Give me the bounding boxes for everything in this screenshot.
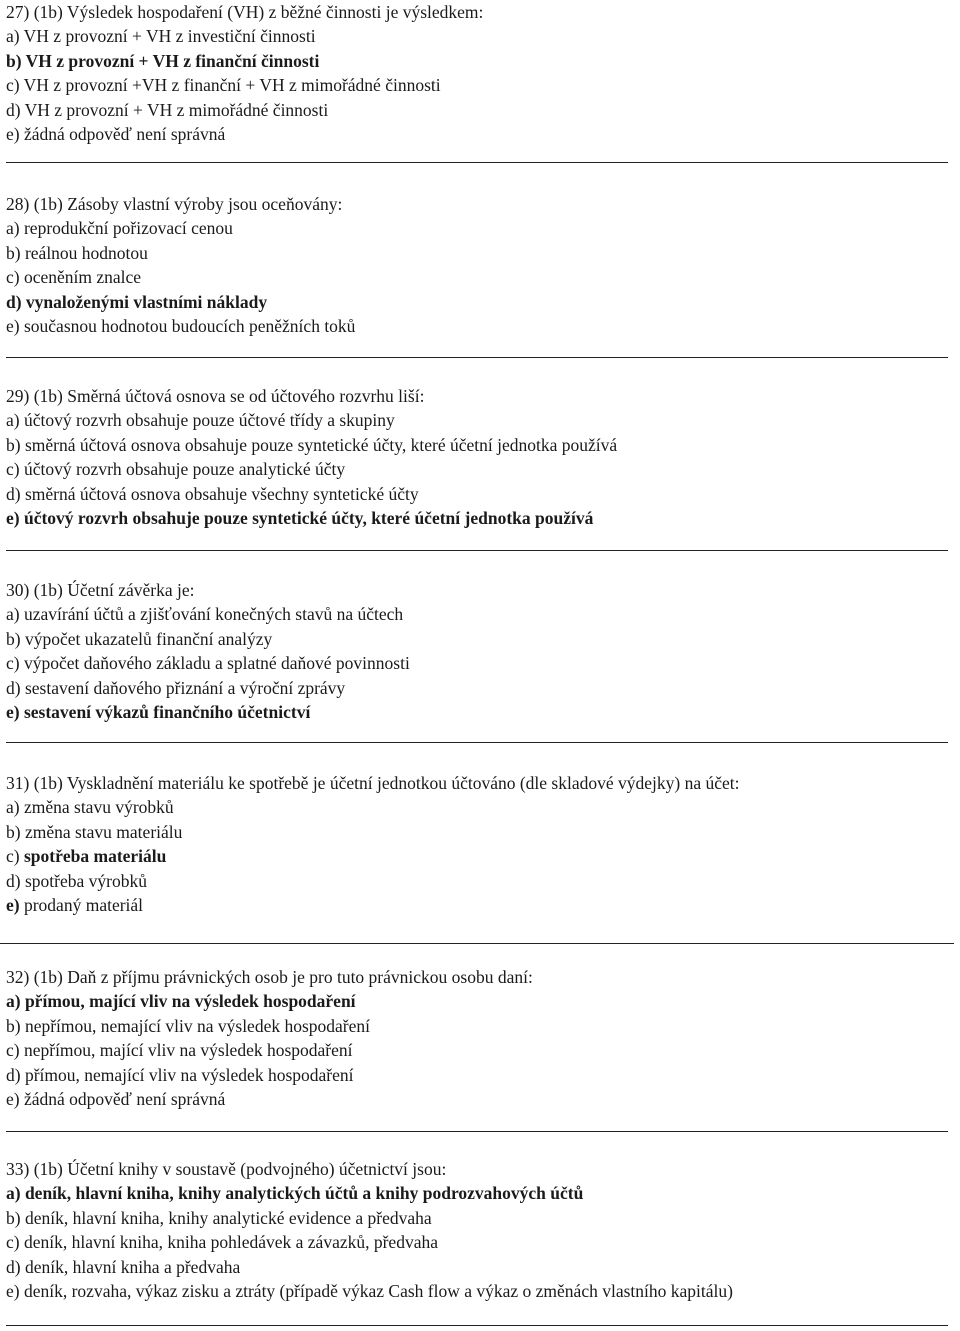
separator-line: [6, 1131, 948, 1132]
separator-line: [0, 943, 954, 944]
answer-option: [6, 893, 740, 917]
answer-option: c) oceněním znalce: [6, 267, 142, 288]
question-text: 28) (1b) Zásoby vlastní výroby jsou oceňovány:: [6, 194, 343, 214]
answer-option: [6, 844, 740, 868]
option-text: spotřeba materiálu: [23, 846, 167, 867]
answer-option: b) reálnou hodnotou: [6, 242, 148, 263]
answer-option: b) výpočet ukazatelů finanční analýzy: [6, 628, 273, 649]
answer-option: e) účtový rozvrh obsahuje pouze syntetické účty, které účetní jednotka používá: [6, 507, 594, 528]
question-text: 29) (1b) Směrná účtová osnova se od účtového rozvrhu liší:: [6, 386, 425, 406]
answer-option: a) deník, hlavní kniha, knihy analytických účtů a knihy podrozvahových účtů: [6, 1183, 584, 1204]
answer-option: d) spotřeba výrobků: [6, 870, 147, 891]
separator-line: [6, 1325, 948, 1326]
option-text: prodaný materiál: [19, 894, 144, 915]
answer-option: d) přímou, nemající vliv na výsledek hospodaření: [6, 1064, 354, 1085]
question-text: 30) (1b) Účetní závěrka je:: [6, 580, 195, 600]
answer-option: b) deník, hlavní kniha, knihy analytické evidence a předvaha: [6, 1207, 432, 1228]
answer-option: b) směrná účtová osnova obsahuje pouze syntetické účty, které účetní jednotka používá: [6, 434, 618, 455]
question-text: 31) (1b) Vyskladnění materiálu ke spotřebě je účetní jednotkou účtováno (dle skladové výdejky) na účet:: [6, 773, 740, 793]
separator-line: [6, 550, 948, 551]
question-block: [6, 771, 740, 917]
answer-option: a) přímou, mající vliv na výsledek hospodaření: [6, 991, 356, 1012]
answer-option: d) VH z provozní + VH z mimořádné činnosti: [6, 99, 329, 120]
question-text: 32) (1b) Daň z příjmu právnických osob je pro tuto právnickou osobu daní:: [6, 967, 533, 987]
question-block: [6, 0, 483, 146]
answer-option: e) žádná odpověď není správná: [6, 1088, 226, 1109]
answer-option: a) reprodukční pořizovací cenou: [6, 218, 233, 239]
answer-option: a) uzavírání účtů a zjišťování konečných stavů na účtech: [6, 604, 404, 625]
answer-option: c) deník, hlavní kniha, kniha pohledávek a závazků, předvaha: [6, 1232, 438, 1253]
answer-option: a) účtový rozvrh obsahuje pouze účtové třídy a skupiny: [6, 410, 395, 431]
separator-line: [6, 162, 948, 163]
answer-option: e) deník, rozvaha, výkaz zisku a ztráty (případě výkaz Cash flow a výkaz o změnách vlastního kapitálu): [6, 1280, 733, 1301]
answer-option: a) změna stavu výrobků: [6, 797, 174, 818]
answer-option: e) současnou hodnotou budoucích peněžních toků: [6, 315, 356, 336]
question-text: 33) (1b) Účetní knihy v soustavě (podvojného) účetnictví jsou:: [6, 1159, 447, 1179]
answer-option: e) žádná odpověď není správná: [6, 123, 226, 144]
answer-option: d) sestavení daňového přiznání a výroční zprávy: [6, 677, 346, 698]
answer-option: b) nepřímou, nemající vliv na výsledek hospodaření: [6, 1015, 371, 1036]
answer-option: c) výpočet daňového základu a splatné daňové povinnosti: [6, 653, 410, 674]
question-block: [6, 1157, 733, 1303]
question-block: [6, 578, 410, 724]
separator-line: [6, 357, 948, 358]
answer-option: d) vynaloženými vlastními náklady: [6, 291, 268, 312]
answer-option: d) deník, hlavní kniha a předvaha: [6, 1256, 241, 1277]
question-text: 27) (1b) Výsledek hospodaření (VH) z běžné činnosti je výsledkem:: [6, 2, 484, 22]
question-block: [6, 192, 355, 338]
question-block: [6, 965, 533, 1111]
question-block: [6, 384, 617, 530]
separator-line: [6, 742, 948, 743]
answer-option: c) nepřímou, mající vliv na výsledek hospodaření: [6, 1040, 353, 1061]
answer-option: a) VH z provozní + VH z investiční činnosti: [6, 26, 316, 47]
option-letter: e): [6, 894, 20, 915]
answer-option: b) změna stavu materiálu: [6, 821, 183, 842]
answer-option: e) sestavení výkazů finančního účetnictví: [6, 701, 311, 722]
answer-option: d) směrná účtová osnova obsahuje všechny syntetické účty: [6, 483, 419, 504]
option-letter: c): [6, 846, 24, 867]
answer-option: c) účtový rozvrh obsahuje pouze analytické účty: [6, 459, 346, 480]
answer-option: b) VH z provozní + VH z finanční činnosti: [6, 50, 320, 71]
answer-option: c) VH z provozní +VH z finanční + VH z mimořádné činnosti: [6, 75, 441, 96]
